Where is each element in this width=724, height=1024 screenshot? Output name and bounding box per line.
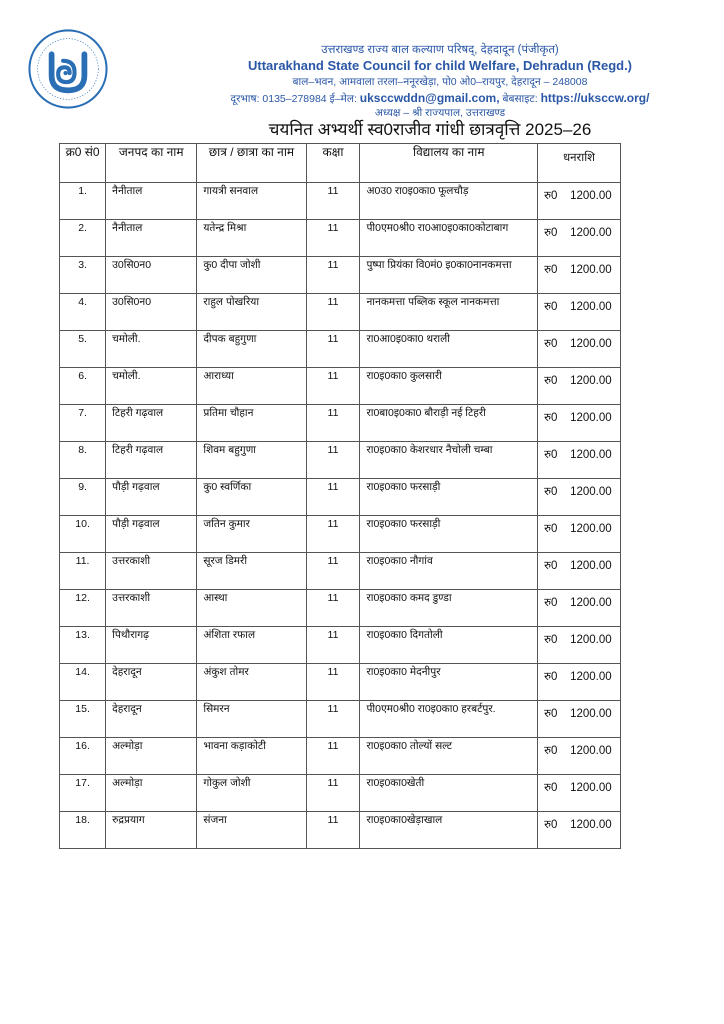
- president-line: अध्यक्ष – श्री राज्यपाल, उत्तराखण्ड: [374, 107, 506, 119]
- cell-serial: 12.: [60, 590, 106, 627]
- cell-class: 11: [306, 812, 360, 849]
- amount-value: 1200.00: [570, 301, 612, 313]
- cell-student-name: सूरज डिमरी: [197, 553, 306, 590]
- cell-district: रुद्रप्रयाग: [106, 812, 197, 849]
- table-row: [60, 183, 621, 220]
- cell-serial: 11.: [60, 553, 106, 590]
- cell-student-name: अंशिता रफाल: [197, 627, 306, 664]
- cell-amount: [538, 664, 621, 701]
- cell-school: नानकमत्ता पब्लिक स्कूल नानकमत्ता: [360, 294, 538, 331]
- phone-label: दूरभाष: 0135–278984 ई–मेल:: [230, 93, 357, 105]
- cell-class: 11: [306, 183, 360, 220]
- table-row: [60, 257, 621, 294]
- currency-symbol: रु0: [544, 671, 558, 683]
- table-row: [60, 775, 621, 812]
- cell-class: 11: [306, 442, 360, 479]
- currency-symbol: रु0: [544, 486, 558, 498]
- cell-serial: 8.: [60, 442, 106, 479]
- cell-class: 11: [306, 516, 360, 553]
- cell-student-name: आस्था: [197, 590, 306, 627]
- cell-district: उ0सि0न0: [106, 294, 197, 331]
- cell-serial: 9.: [60, 479, 106, 516]
- col-header-class: कक्षा: [306, 144, 360, 183]
- cell-serial: 18.: [60, 812, 106, 849]
- website-link[interactable]: https://uksccw.org/: [540, 91, 650, 105]
- cell-class: 11: [306, 220, 360, 257]
- cell-amount: [538, 183, 621, 220]
- cell-amount: [538, 590, 621, 627]
- cell-student-name: गायत्री सनवाल: [197, 183, 306, 220]
- cell-school: रा0इ0का0 केशरधार नैचोली चम्बा: [360, 442, 538, 479]
- cell-amount: [538, 220, 621, 257]
- cell-student-name: कु0 स्वर्णिका: [197, 479, 306, 516]
- currency-symbol: रु0: [544, 301, 558, 313]
- col-header-school: विद्यालय का नाम: [360, 144, 538, 183]
- table-row: [60, 442, 621, 479]
- amount-value: 1200.00: [570, 449, 612, 461]
- cell-district: देहरादून: [106, 701, 197, 738]
- cell-school: रा0इ0का0खेती: [360, 775, 538, 812]
- table-row: [60, 738, 621, 775]
- cell-school: रा0बा0इ0का0 बौराड़ी नई टिहरी: [360, 405, 538, 442]
- currency-symbol: रु0: [544, 745, 558, 757]
- currency-symbol: रु0: [544, 264, 558, 276]
- scholarship-table: [59, 143, 621, 849]
- cell-serial: 2.: [60, 220, 106, 257]
- cell-student-name: सिमरन: [197, 701, 306, 738]
- cell-student-name: भावना कड़ाकोटी: [197, 738, 306, 775]
- cell-class: 11: [306, 590, 360, 627]
- amount-value: 1200.00: [570, 338, 612, 350]
- cell-school: रा0इ0का0 दिगतोली: [360, 627, 538, 664]
- cell-district: नैनीताल: [106, 220, 197, 257]
- amount-value: 1200.00: [570, 560, 612, 572]
- cell-amount: [538, 516, 621, 553]
- amount-value: 1200.00: [570, 264, 612, 276]
- cell-school: पुष्पा प्रियंका वि0मं0 इ0का0नानकमत्ता: [360, 257, 538, 294]
- cell-class: 11: [306, 553, 360, 590]
- cell-student-name: शिवम बहुगुणा: [197, 442, 306, 479]
- cell-school: रा0इ0का0 फरसाड़ी: [360, 516, 538, 553]
- council-logo-icon: [27, 28, 109, 110]
- cell-amount: [538, 812, 621, 849]
- amount-value: 1200.00: [570, 486, 612, 498]
- currency-symbol: रु0: [544, 190, 558, 202]
- cell-serial: 15.: [60, 701, 106, 738]
- cell-student-name: गोकुल जोशी: [197, 775, 306, 812]
- currency-symbol: रु0: [544, 338, 558, 350]
- cell-school: रा0आ0इ0का0 थराली: [360, 331, 538, 368]
- table-row: [60, 553, 621, 590]
- cell-class: 11: [306, 257, 360, 294]
- cell-amount: [538, 257, 621, 294]
- cell-class: 11: [306, 738, 360, 775]
- col-header-student: छात्र / छात्रा का नाम: [197, 144, 306, 183]
- cell-school: रा0इ0का0 मेदनीपुर: [360, 664, 538, 701]
- amount-value: 1200.00: [570, 782, 612, 794]
- currency-symbol: रु0: [544, 412, 558, 424]
- letterhead: [150, 42, 724, 120]
- cell-school: रा0इ0का0 कुलसारी: [360, 368, 538, 405]
- cell-district: चमोली.: [106, 368, 197, 405]
- cell-serial: 6.: [60, 368, 106, 405]
- cell-district: पौड़ी गढ़वाल: [106, 516, 197, 553]
- cell-school: रा0इ0का0खेड़ाखाल: [360, 812, 538, 849]
- cell-school: पी0एम0श्री0 रा0आ0इ0का0कोटाबाग: [360, 220, 538, 257]
- amount-value: 1200.00: [570, 708, 612, 720]
- table-row: [60, 627, 621, 664]
- currency-symbol: रु0: [544, 819, 558, 831]
- cell-student-name: अंकुश तोमर: [197, 664, 306, 701]
- cell-student-name: कु0 दीपा जोशी: [197, 257, 306, 294]
- cell-student-name: आराध्या: [197, 368, 306, 405]
- cell-district: चमोली.: [106, 331, 197, 368]
- amount-value: 1200.00: [570, 412, 612, 424]
- cell-student-name: यतेन्द्र मिश्रा: [197, 220, 306, 257]
- cell-student-name: प्रतिमा चौहान: [197, 405, 306, 442]
- cell-class: 11: [306, 775, 360, 812]
- cell-school: अ0उ0 रा0इ0का0 फूलचौड़: [360, 183, 538, 220]
- cell-student-name: संजना: [197, 812, 306, 849]
- cell-district: उत्तरकाशी: [106, 553, 197, 590]
- cell-class: 11: [306, 627, 360, 664]
- cell-serial: 1.: [60, 183, 106, 220]
- amount-value: 1200.00: [570, 597, 612, 609]
- table-row: [60, 479, 621, 516]
- currency-symbol: रु0: [544, 227, 558, 239]
- document-title: चयनित अभ्यर्थी स्व0राजीव गांधी छात्रवृत्ति 2025–26: [268, 120, 592, 139]
- cell-serial: 17.: [60, 775, 106, 812]
- table-row: [60, 331, 621, 368]
- col-header-amount: धनराशि: [538, 144, 621, 183]
- cell-school: रा0इ0का0 तोल्यों सल्ट: [360, 738, 538, 775]
- currency-symbol: रु0: [544, 782, 558, 794]
- cell-class: 11: [306, 405, 360, 442]
- amount-value: 1200.00: [570, 819, 612, 831]
- cell-class: 11: [306, 479, 360, 516]
- cell-class: 11: [306, 701, 360, 738]
- table-row: [60, 516, 621, 553]
- cell-school: पी0एम0श्री0 रा0इ0का0 हरबर्टपुर.: [360, 701, 538, 738]
- org-name-english: Uttarakhand State Council for child Welfare, Dehradun (Regd.): [247, 58, 633, 73]
- amount-value: 1200.00: [570, 745, 612, 757]
- table-row: [60, 701, 621, 738]
- email-link[interactable]: uksccwddn@gmail.com,: [359, 91, 500, 105]
- org-address: बाल–भवन, आमवाला तरला–ननूरखेड़ा, पो0 ओ0–रायपुर, देहरादून – 248008: [292, 76, 588, 88]
- website-label: बेबसाइट:: [502, 93, 538, 105]
- org-name-hindi: उत्तराखण्ड राज्य बाल कल्याण परिषद्, देहदादून (पंजीकृत): [321, 44, 559, 56]
- cell-amount: [538, 331, 621, 368]
- amount-value: 1200.00: [570, 671, 612, 683]
- amount-value: 1200.00: [570, 523, 612, 535]
- cell-amount: [538, 479, 621, 516]
- cell-school: रा0इ0का0 नौगांव: [360, 553, 538, 590]
- table-row: [60, 590, 621, 627]
- table-row: [60, 812, 621, 849]
- cell-district: उत्तरकाशी: [106, 590, 197, 627]
- currency-symbol: रु0: [544, 449, 558, 461]
- amount-value: 1200.00: [570, 634, 612, 646]
- table-row: [60, 664, 621, 701]
- cell-district: देहरादून: [106, 664, 197, 701]
- contact-line: [150, 90, 724, 107]
- cell-district: टिहरी गढ़वाल: [106, 442, 197, 479]
- currency-symbol: रु0: [544, 523, 558, 535]
- cell-class: 11: [306, 368, 360, 405]
- currency-symbol: रु0: [544, 597, 558, 609]
- cell-amount: [538, 368, 621, 405]
- cell-serial: 14.: [60, 664, 106, 701]
- cell-amount: [538, 442, 621, 479]
- cell-serial: 13.: [60, 627, 106, 664]
- currency-symbol: रु0: [544, 708, 558, 720]
- cell-amount: [538, 294, 621, 331]
- cell-amount: [538, 627, 621, 664]
- cell-district: उ0सि0न0: [106, 257, 197, 294]
- table-row: [60, 368, 621, 405]
- cell-serial: 16.: [60, 738, 106, 775]
- cell-district: नैनीताल: [106, 183, 197, 220]
- cell-district: अल्मोड़ा: [106, 738, 197, 775]
- table-row: [60, 405, 621, 442]
- cell-student-name: जतिन कुमार: [197, 516, 306, 553]
- cell-class: 11: [306, 331, 360, 368]
- cell-serial: 5.: [60, 331, 106, 368]
- cell-school: रा0इ0का0 फरसाड़ी: [360, 479, 538, 516]
- currency-symbol: रु0: [544, 375, 558, 387]
- cell-serial: 4.: [60, 294, 106, 331]
- amount-value: 1200.00: [570, 375, 612, 387]
- cell-serial: 10.: [60, 516, 106, 553]
- cell-amount: [538, 701, 621, 738]
- cell-class: 11: [306, 294, 360, 331]
- amount-value: 1200.00: [570, 227, 612, 239]
- cell-amount: [538, 775, 621, 812]
- cell-student-name: दीपक बहुगुणा: [197, 331, 306, 368]
- currency-symbol: रु0: [544, 634, 558, 646]
- table-row: [60, 220, 621, 257]
- cell-class: 11: [306, 664, 360, 701]
- cell-district: पौड़ी गढ़वाल: [106, 479, 197, 516]
- col-header-district: जनपद का नाम: [106, 144, 197, 183]
- cell-district: अल्मोड़ा: [106, 775, 197, 812]
- cell-school: रा0इ0का0 कमद डुण्डा: [360, 590, 538, 627]
- cell-amount: [538, 738, 621, 775]
- table-row: [60, 294, 621, 331]
- cell-amount: [538, 553, 621, 590]
- currency-symbol: रु0: [544, 560, 558, 572]
- cell-district: पिथौरागढ़: [106, 627, 197, 664]
- amount-value: 1200.00: [570, 190, 612, 202]
- col-header-serial: क्र0 सं0: [60, 144, 106, 183]
- table-header-row: [60, 144, 621, 183]
- cell-amount: [538, 405, 621, 442]
- cell-serial: 3.: [60, 257, 106, 294]
- cell-district: टिहरी गढ़वाल: [106, 405, 197, 442]
- cell-student-name: राहुल पोखरिया: [197, 294, 306, 331]
- cell-serial: 7.: [60, 405, 106, 442]
